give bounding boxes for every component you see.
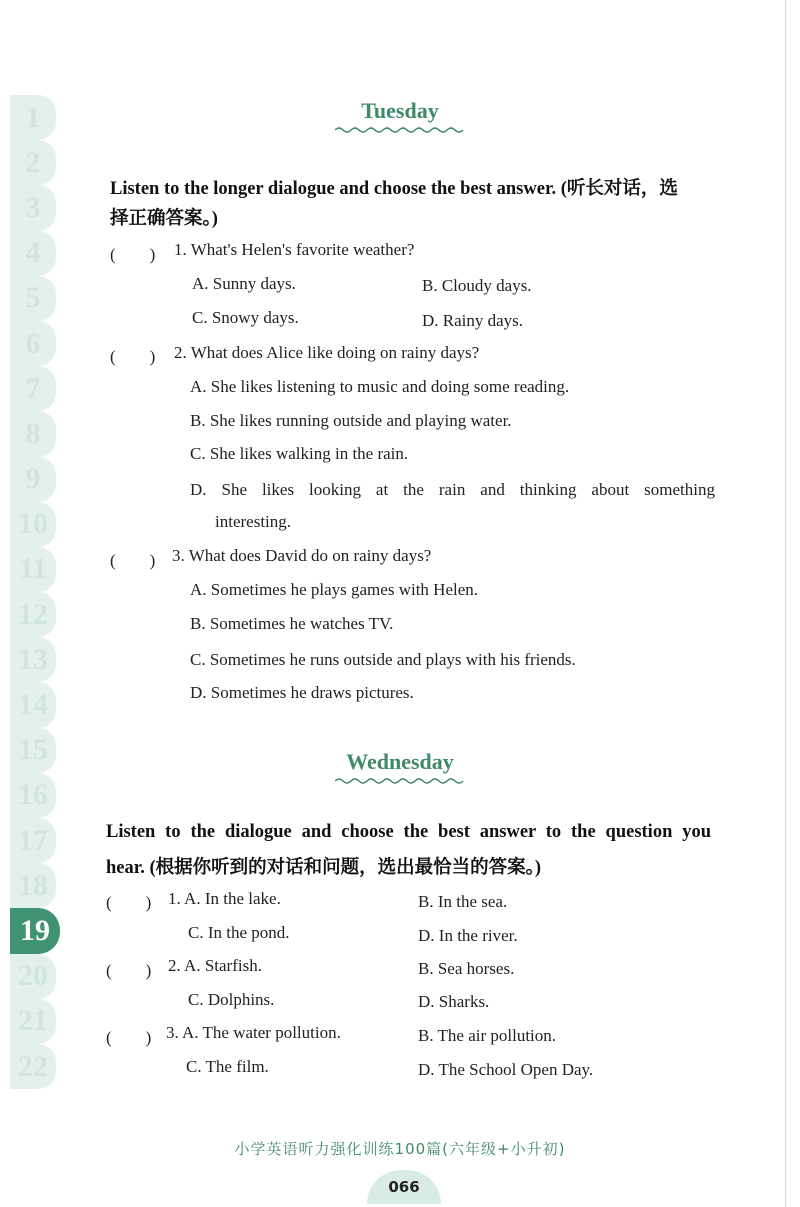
wednesday-q1-option-d: D. In the river. <box>418 926 518 945</box>
tuesday-q2-stem: 2. What does Alice like doing on rainy days? <box>174 343 480 362</box>
wednesday-q3-option-a: 3. A. The water pollution. <box>166 1023 341 1042</box>
side-tab-17[interactable]: 17 <box>10 818 56 863</box>
side-tab-4[interactable]: 4 <box>10 231 56 276</box>
tuesday-q2-option-c: C. She likes walking in the rain. <box>190 444 409 463</box>
tuesday-title: Tuesday <box>361 98 439 123</box>
side-tab-7[interactable]: 7 <box>10 366 56 411</box>
wednesday-q2-option-c: C. Dolphins. <box>188 990 275 1009</box>
tuesday-q1-option-d: D. Rainy days. <box>422 311 524 330</box>
tuesday-q1-option-a: A. Sunny days. <box>192 274 296 293</box>
tuesday-q1-option-b: B. Cloudy days. <box>422 276 532 295</box>
page-number <box>367 1170 441 1204</box>
wednesday-q3-answer-blank[interactable]: ( ) <box>106 1028 152 1047</box>
side-tab-5[interactable]: 5 <box>10 276 56 321</box>
wednesday-instruction-line1: Listen to the dialogue and choose the best answer to the question you <box>106 822 711 842</box>
side-tab-22[interactable]: 22 <box>10 1044 56 1089</box>
side-tab-1[interactable]: 1 <box>10 95 56 140</box>
page-number-text: 066 <box>388 1178 420 1196</box>
tuesday-q3-option-b: B. Sometimes he watches TV. <box>190 614 394 633</box>
tuesday-instruction-line1: Listen to the longer dialogue and choose the best answer. (听长对话，选 <box>110 179 678 199</box>
side-tab-10[interactable]: 10 <box>10 502 56 547</box>
book-title-footer: 小学英语听力强化训练100篇(六年级+小升初) <box>234 1140 566 1158</box>
tuesday-q2-option-b: B. She likes running outside and playing water. <box>190 411 512 430</box>
wednesday-wave-underline <box>335 777 465 785</box>
side-tab-6[interactable]: 6 <box>10 321 56 366</box>
wednesday-q3-option-d: D. The School Open Day. <box>418 1060 594 1079</box>
side-tab-9[interactable]: 9 <box>10 457 56 502</box>
side-tab-21[interactable]: 21 <box>10 999 56 1044</box>
wednesday-title: Wednesday <box>346 749 454 774</box>
wednesday-q1-option-b: B. In the sea. <box>418 892 508 911</box>
tuesday-q3-answer-blank[interactable]: ( ) <box>110 551 156 570</box>
wednesday-q2-option-b: B. Sea horses. <box>418 959 515 978</box>
side-tab-8[interactable]: 8 <box>10 411 56 456</box>
tuesday-q3-stem: 3. What does David do on rainy days? <box>172 546 432 565</box>
tuesday-instruction-line2: 择正确答案。) <box>110 209 218 229</box>
side-tab-3[interactable]: 3 <box>10 185 56 230</box>
tuesday-q2-option-d: D. She likes looking at the rain and thinking about something <box>190 480 715 499</box>
tuesday-q3-option-d: D. Sometimes he draws pictures. <box>190 683 414 702</box>
side-tab-20[interactable]: 20 <box>10 954 56 999</box>
wednesday-q1-option-c: C. In the pond. <box>188 923 290 942</box>
tuesday-q3-option-a: A. Sometimes he plays games with Helen. <box>190 580 479 599</box>
side-tab-12[interactable]: 12 <box>10 592 56 637</box>
side-tab-16[interactable]: 16 <box>10 773 56 818</box>
wednesday-q3-option-b: B. The air pollution. <box>418 1026 557 1045</box>
tuesday-q2-option-d-continued: interesting. <box>215 512 292 531</box>
wednesday-instruction-line2: hear. (根据你听到的对话和问题，选出最恰当的答案。) <box>106 858 542 878</box>
tuesday-heading <box>0 98 800 134</box>
side-tab-11[interactable]: 11 <box>10 547 56 592</box>
side-tab-strip <box>10 95 56 1089</box>
tuesday-q1-answer-blank[interactable]: ( ) <box>110 245 156 264</box>
tuesday-q2-option-a: A. She likes listening to music and doing some reading. <box>190 377 570 396</box>
side-tab-18[interactable]: 18 <box>10 863 56 908</box>
wednesday-q2-answer-blank[interactable]: ( ) <box>106 961 152 980</box>
side-tab-19-active[interactable]: 19 <box>10 908 60 953</box>
wednesday-q1-answer-blank[interactable]: ( ) <box>106 893 152 912</box>
tuesday-q2-answer-blank[interactable]: ( ) <box>110 347 156 366</box>
wednesday-heading <box>0 749 800 785</box>
tuesday-q1-stem: 1. What's Helen's favorite weather? <box>174 240 415 259</box>
side-tab-14[interactable]: 14 <box>10 682 56 727</box>
tuesday-q1-option-c: C. Snowy days. <box>192 308 299 327</box>
tuesday-wave-underline <box>335 126 465 134</box>
side-tab-15[interactable]: 15 <box>10 728 56 773</box>
tuesday-q3-option-c: C. Sometimes he runs outside and plays with his friends. <box>190 650 576 669</box>
page-edge-line <box>785 0 786 1207</box>
wednesday-q2-option-a: 2. A. Starfish. <box>168 956 262 975</box>
side-tab-2[interactable]: 2 <box>10 140 56 185</box>
wednesday-q3-option-c: C. The film. <box>186 1057 269 1076</box>
wednesday-q1-option-a: 1. A. In the lake. <box>168 889 281 908</box>
side-tab-13[interactable]: 13 <box>10 637 56 682</box>
wednesday-q2-option-d: D. Sharks. <box>418 992 490 1011</box>
